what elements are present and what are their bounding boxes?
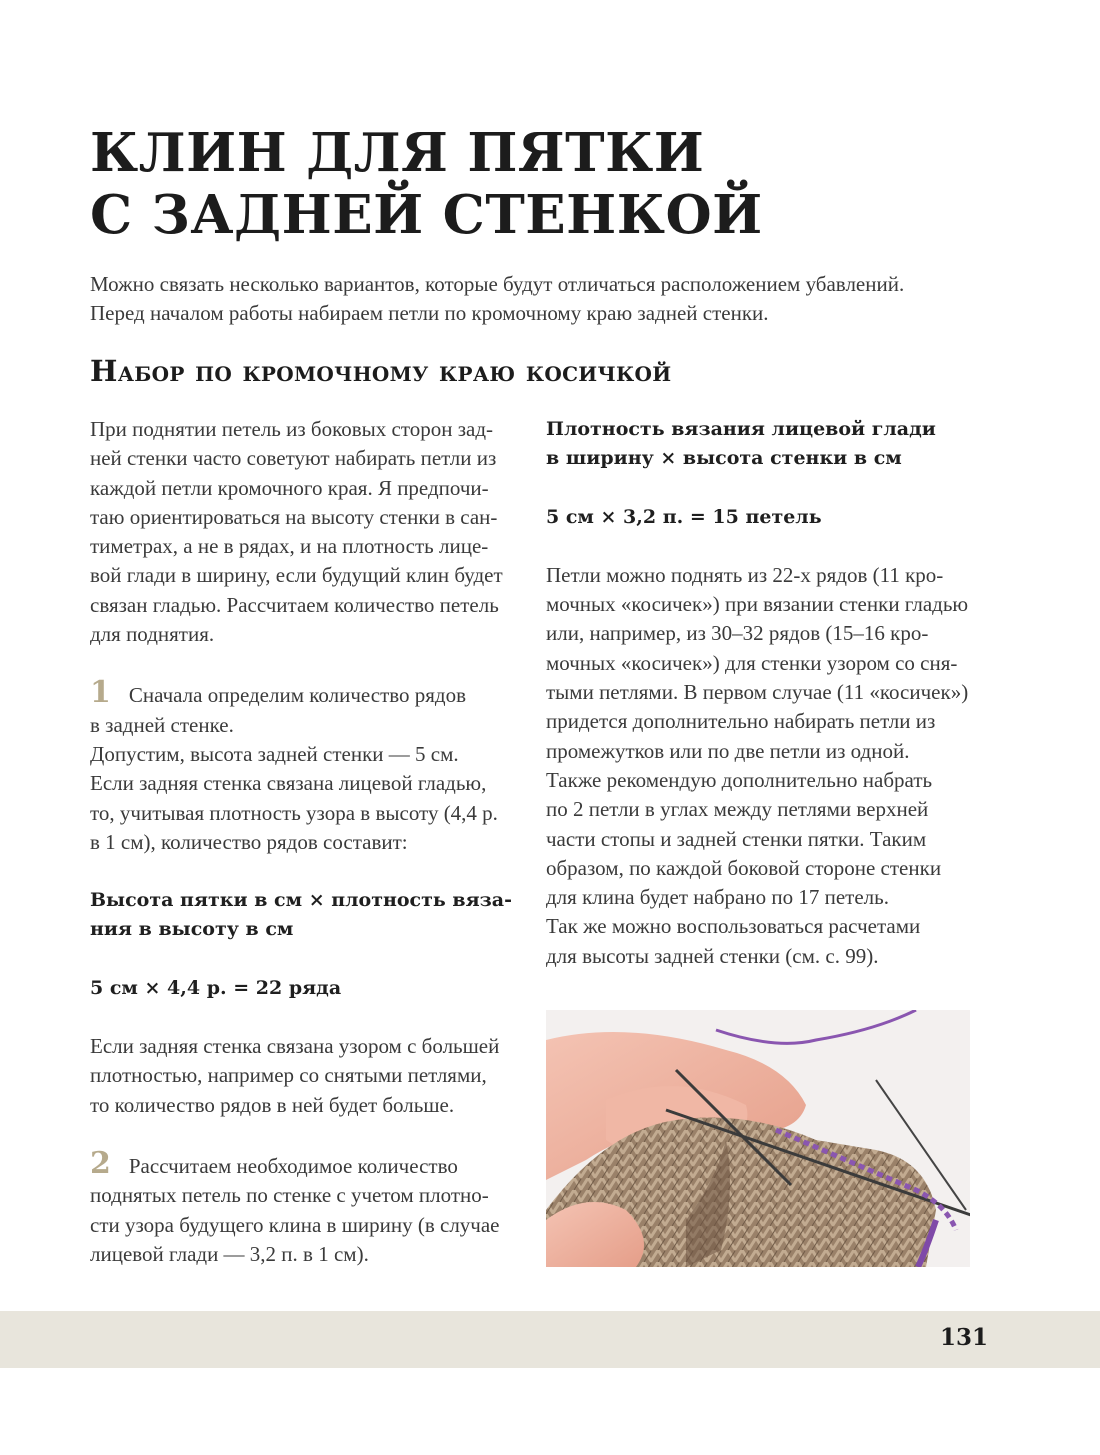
step-2: 2 Рассчитаем необходимое количество поднятых петель по стенке с учетом плотно- сти узора будущего клина в ширину (в случае лицевой глади — 3,2 п. в 1 см). (90, 1145, 500, 1266)
page-number: 131 (939, 1324, 988, 1351)
left-intro-paragraph: При поднятии петель из боковых сторон зад- ней стенки часто советуют набирать петли из каждой петли кромочного края. Я предпочи- таю ориентироваться на высоту стенки в сан- тиметрах, а не в рядах, и на плотность лице- вой глади в ширину, если будущий клин будет связан гладью. Рассчитаем количество петель для поднятия. (90, 417, 503, 647)
title-line-2: С ЗАДНЕЙ СТЕНКОЙ (90, 184, 763, 246)
step-1-number: 1 (90, 675, 111, 711)
step-1: 1 Сначала определим количество рядов в задней стенке. Допустим, высота задней стенки — 5 см. Если задняя стенка связана лицевой гладью, то, учитывая плотность узора в высоту (4,4 р. в 1 см), количество рядов составит: (90, 675, 498, 854)
page-title (90, 122, 763, 246)
right-column (546, 415, 971, 971)
knitting-photo (546, 1010, 970, 1267)
right-paragraph: Петли можно поднять из 22-х рядов (11 кро- мочных «косичек») при вязании стенки гладью или, например, из 30–32 рядов (15–16 кро- мочных «косичек») для стенки узором со сня- тыми петлями. В первом случае (11 «косичек») придется дополнительно набирать петли из промежутков или по две петли из одной. Также рекомендую дополнительно набрать по 2 петли в углах между петлями верхней части стопы и задней стенки пятки. Таким образом, по каждой боковой стороне стенки для клина будет набрано по 17 петель. Так же можно воспользоваться расчетами для высоты задней стенки (см. с. 99). (546, 562, 969, 968)
left-column (90, 415, 515, 1269)
formula-height: Высота пятки в см × плотность вяза- ния в высоту в см (90, 889, 512, 941)
formula-width: Плотность вязания лицевой глади в ширину × высота стенки в см (546, 418, 936, 470)
title-line-1: КЛИН ДЛЯ ПЯТКИ (90, 122, 705, 184)
result-rows: 5 см × 4,4 р. = 22 ряда (90, 976, 342, 999)
page-footer (0, 1311, 1100, 1368)
intro-line-2: Перед началом работы набираем петли по кромочному краю задней стенки. (90, 301, 769, 325)
result-stitches: 5 см × 3,2 п. = 15 петель (546, 505, 822, 528)
intro-line-1: Можно связать несколько вариантов, которые будут отличаться расположением убавлений. (90, 272, 905, 296)
intro-paragraph (90, 270, 960, 328)
left-density-paragraph: Если задняя стенка связана узором с большей плотностью, например со снятыми петлями, то количество рядов в ней будет больше. (90, 1034, 500, 1117)
step-2-number: 2 (90, 1145, 111, 1181)
section-subtitle: Набор по кромочному краю косичкой (90, 354, 672, 388)
knitting-illustration (546, 1010, 970, 1267)
